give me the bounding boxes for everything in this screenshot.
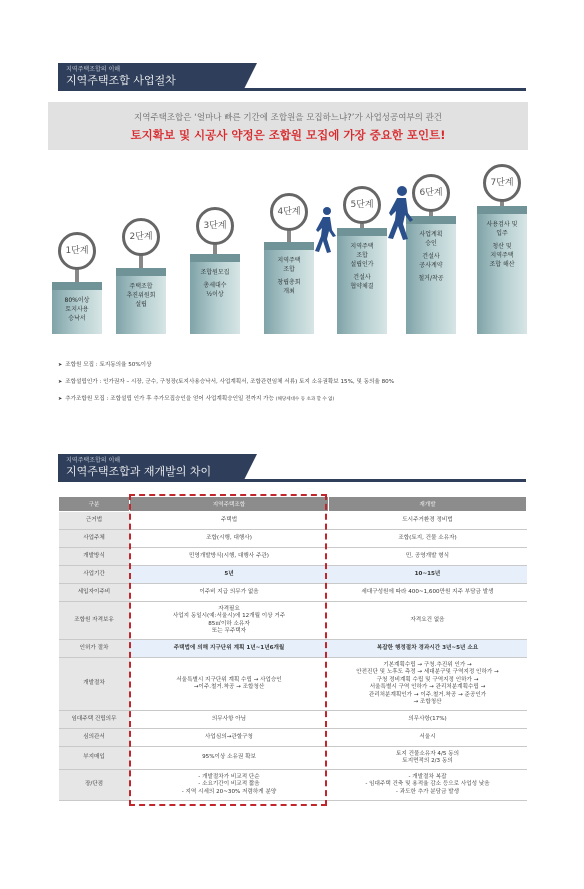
cell-housing-union: 주택법 [130, 512, 329, 530]
row-label: 개발방식 [59, 548, 130, 566]
step-description: 사업계획 승인 건설사 공사계약 철거/착공 [418, 231, 444, 282]
cell-redevelopment: - 개발절차 복잡 - 임대주택 건축 및 용적율 감소 등으로 사업성 낮음 - 과도한 추가 분담금 발생 [329, 770, 527, 801]
triangle-bullet-icon: ➤ [58, 396, 63, 402]
column-header: 재개발 [329, 497, 527, 512]
cell-redevelopment: 조합(토지, 건물 소유자) [329, 530, 527, 548]
row-label: 인허가 절차 [59, 640, 130, 658]
key-point-banner [48, 102, 528, 150]
cell-housing-union: 의무사항 아님 [130, 711, 329, 729]
step-badge: 2단계 [122, 218, 160, 256]
step-pillar [190, 262, 240, 334]
cell-redevelopment: 복잡한 행정절차 경과시간 3년~5년 소요 [329, 640, 527, 658]
cell-housing-union: - 개발절차가 비교적 단순 - 소요기간이 비교적 짧음 - 지역 시세의 20~30% 저렴하게 분양 [130, 770, 329, 801]
cell-redevelopment: 10~15년 [329, 566, 527, 584]
cell-housing-union: 자격필요 사업지 동일시(예:서울시)에 12개월 이상 거주 85㎡이하 소유자 또는 무주택자 [130, 602, 329, 640]
banner-line-1: 지역주택조합은 ‘얼마나 빠른 기간에 조합원을 모집하느냐?’가 사업성공여부의 관건 [133, 113, 442, 123]
triangle-bullet-icon: ➤ [58, 379, 63, 385]
column-header: 지역주택조합 [130, 497, 329, 512]
cell-redevelopment: 세대구성원에 따라 400~1,600만원 지주 부담금 발생 [329, 584, 527, 602]
triangle-bullet-icon: ➤ [58, 362, 63, 368]
step-description: 사용검사 및 입주 청산 및 지역주택 조합 해산 [486, 221, 518, 268]
step-description: 지역주택 조합 창립총회 개최 [277, 257, 301, 295]
banner-line-2: 토지확보 및 시공사 약정은 조합원 모집에 가장 중요한 포인트! [130, 128, 446, 142]
row-label: 근거법 [59, 512, 130, 530]
cell-redevelopment: 도시주거환경 정비법 [329, 512, 527, 530]
cell-housing-union: 주택법에 의해 지구단위 계획 1년~1년6개월 [130, 640, 329, 658]
section-title: 지역주택조합 사업절차 [66, 74, 176, 87]
step-badge: 6단계 [412, 174, 450, 212]
cell-housing-union: 5년 [130, 566, 329, 584]
row-label: 임대주택 건립의무 [59, 711, 130, 729]
cell-housing-union: 사업심의→관할구청 [130, 729, 329, 747]
note-recruitment: ➤ 조합원 모집 : 토지동의율 50%이상 [58, 362, 152, 368]
cell-housing-union: 조합(시행, 대행사) [130, 530, 329, 548]
cell-redevelopment: 의무사항(17%) [329, 711, 527, 729]
step-badge: 4단계 [270, 193, 308, 231]
section-title: 지역주택조합과 재개발의 차이 [66, 465, 212, 478]
step-pillar [52, 290, 102, 334]
cell-redevelopment: 민, 공영개발 형식 [329, 548, 527, 566]
step-description: 80%이상 토지사용 승낙서 [64, 297, 90, 322]
cell-housing-union: 민영개발방식(시행, 대행사 주관) [130, 548, 329, 566]
row-label: 조합원 자격보유 [59, 602, 130, 640]
row-label: 개발절차 [59, 658, 130, 711]
step-badge: 3단계 [196, 207, 234, 245]
cell-housing-union: 서울특별시 지구단위 계획 수립 → 사업승인 →이주.철거.착공 → 조합청산 [130, 658, 329, 711]
step-pillar [116, 276, 166, 334]
column-header: 구분 [59, 497, 130, 512]
step-pillar [264, 250, 314, 334]
section-header-process [58, 63, 526, 91]
row-label: 사업기간 [59, 566, 130, 584]
cell-housing-union: 이주비 지급 의무가 없음 [130, 584, 329, 602]
walking-person-icon [386, 185, 416, 241]
step-badge: 1단계 [58, 232, 96, 270]
step-description: 주택조합 추진위원회 설립 [126, 283, 156, 308]
cell-redevelopment: 토지 건물소유자 4/5 동의 토지면적의 2/3 동의 [329, 747, 527, 770]
note-additional: ➤ 추가조합원 모집 : 조합설립 인가 후 추가모집승인을 얻어 사업계획승인일 전까지 가능 (해당세대수 등 초과 할 수 없) [58, 396, 335, 402]
cell-redevelopment: 서울시 [329, 729, 527, 747]
row-label: 장/단점 [59, 770, 130, 801]
row-label: 사업주체 [59, 530, 130, 548]
section-header-comparison [58, 454, 526, 482]
step-pillar [337, 236, 387, 334]
row-label: 부지매입 [59, 747, 130, 770]
step-description: 지역주택 조합 설립인가 건설사 협약체결 [350, 243, 374, 290]
row-label: 세입자이주비 [59, 584, 130, 602]
step-badge: 7단계 [483, 164, 521, 202]
step-badge: 5단계 [343, 186, 381, 224]
section-subtitle: 지역주택조합의 이해 [66, 457, 121, 464]
cell-redevelopment: 기본계획수립 → 구청.추진위 인가 → 안전진단 및 노후도 측정 → 세대분구및 구역지정 인하가 → 구청 정비계획 수립 및 구역지정 인하가 → 서울특별시 구역 인하가 → 관리처분계획수립 → 관리처분계획인가 → 이주.철거.착공 → 준공인가 → 조합청산 [329, 658, 527, 711]
step-description: 조합원모집 총세대수 ½이상 [200, 269, 230, 298]
cell-housing-union: 95%이상 소유권 확보 [130, 747, 329, 770]
section-subtitle: 지역주택조합의 이해 [66, 66, 121, 73]
cell-redevelopment: 자격요건 없음 [329, 602, 527, 640]
note-approval: ➤ 조합설립인가 : 인가권자 – 시장, 군수, 구청장(토지사용승낙서, 사업계획서, 조합관련임체 서류) 토지 소유권확보 15%, 및 동의율 80% [58, 379, 395, 385]
highlight-frame [129, 494, 327, 806]
row-label: 심의관서 [59, 729, 130, 747]
walking-person-icon [313, 206, 339, 254]
step-pillar [477, 214, 527, 334]
